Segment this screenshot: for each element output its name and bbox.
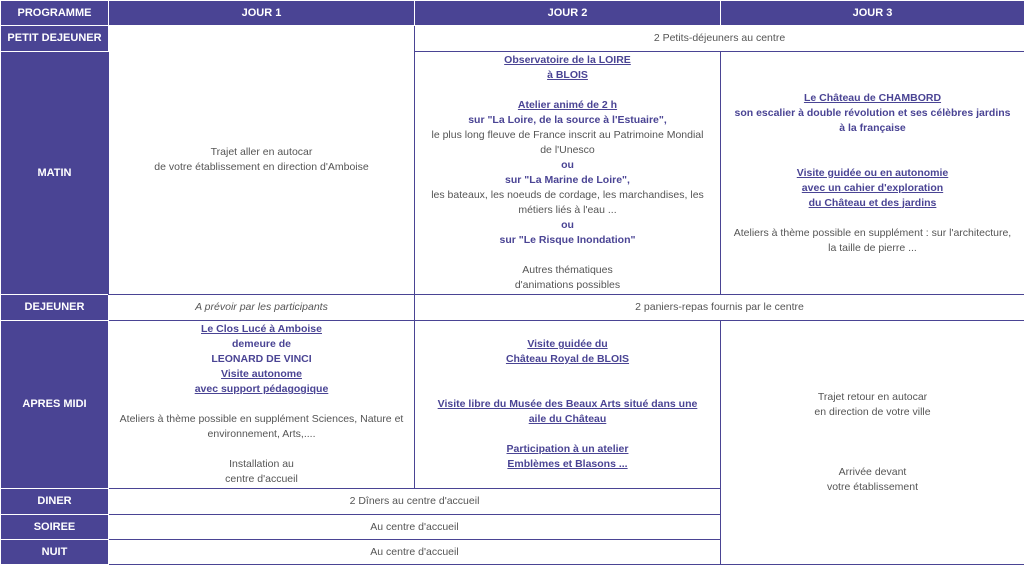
cell-apres-midi-day3	[721, 321, 1024, 565]
clos-luce-link[interactable]: Le Clos Lucé à Amboise	[113, 322, 410, 337]
cahier-link[interactable]: avec un cahier d'exploration	[725, 181, 1020, 196]
separator-ou: ou	[419, 218, 716, 233]
cell-dejeuner-days23: 2 paniers-repas fournis par le centre	[415, 295, 1024, 321]
aile-link[interactable]: aile du Château	[419, 412, 716, 427]
text-line: métiers liés à l'eau ...	[419, 203, 716, 218]
cell-matin-day2	[415, 52, 721, 295]
chateau-blois-link[interactable]: Château Royal de BLOIS	[419, 352, 716, 367]
observatoire-link[interactable]: Observatoire de la LOIRE	[419, 53, 716, 68]
label-dejeuner: DEJEUNER	[1, 295, 109, 321]
text-line: Trajet retour en autocar	[725, 390, 1020, 405]
label-soiree: SOIREE	[1, 515, 109, 540]
text-line: à la française	[725, 121, 1020, 136]
visite-autonome-link[interactable]: Visite autonome	[113, 367, 410, 382]
text-line: en direction de votre ville	[725, 405, 1020, 420]
label-matin: MATIN	[1, 52, 109, 295]
text-line: les bateaux, les noeuds de cordage, les marchandises, les	[419, 188, 716, 203]
text-line: Arrivée devant	[725, 465, 1020, 480]
atelier-link[interactable]: Atelier animé de 2 h	[419, 98, 716, 113]
text-line: Autres thématiques	[419, 263, 716, 278]
cell-nuit-days12: Au centre d'accueil	[109, 540, 721, 565]
row-dejeuner	[1, 295, 1024, 321]
text-line: d'animations possibles	[419, 278, 716, 293]
theme-marine: sur "La Marine de Loire",	[419, 173, 716, 188]
header-day2: JOUR 2	[415, 1, 721, 26]
row-petit-dejeuner	[1, 26, 1024, 52]
visite-chambord-link[interactable]: Visite guidée ou en autonomie	[725, 166, 1020, 181]
label-diner: DINER	[1, 489, 109, 515]
blasons-link[interactable]: Emblèmes et Blasons ...	[419, 457, 716, 472]
support-link[interactable]: avec support pédagogique	[113, 382, 410, 397]
theme-inondation: sur "Le Risque Inondation"	[419, 233, 716, 248]
text-line: Installation au	[113, 457, 410, 472]
text-line: LEONARD DE VINCI	[113, 352, 410, 367]
chambord-link[interactable]: Le Château de CHAMBORD	[725, 91, 1020, 106]
cell-matin-day3	[721, 52, 1024, 295]
header-row	[1, 1, 1024, 26]
text-line: Ateliers à thème possible en supplément : sur l'architecture,	[725, 226, 1020, 241]
row-apres-midi	[1, 321, 1024, 489]
text-line: centre d'accueil	[113, 472, 410, 487]
text-line: de l'Unesco	[419, 143, 716, 158]
header-programme: PROGRAMME	[1, 1, 109, 26]
theme-estuaire: sur "La Loire, de la source à l'Estuaire",	[419, 113, 716, 128]
header-day1: JOUR 1	[109, 1, 415, 26]
text-line: la taille de pierre ...	[725, 241, 1020, 256]
label-petit-dejeuner: PETIT DEJEUNER	[1, 26, 109, 52]
text-line: Trajet aller en autocar	[113, 145, 410, 160]
text-line: son escalier à double révolution et ses célèbres jardins	[725, 106, 1020, 121]
visite-blois-link[interactable]: Visite guidée du	[419, 337, 716, 352]
cell-petit-dejeuner-days23: 2 Petits-déjeuners au centre	[415, 26, 1024, 52]
blois-link[interactable]: à BLOIS	[419, 68, 716, 83]
text-line: Ateliers à thème possible en supplément Sciences, Nature et	[113, 412, 410, 427]
text-line: environnement, Arts,....	[113, 427, 410, 442]
cell-dejeuner-day1: A prévoir par les participants	[109, 295, 415, 321]
jardins-link[interactable]: du Château et des jardins	[725, 196, 1020, 211]
label-apres-midi: APRES MIDI	[1, 321, 109, 489]
text-line: demeure de	[113, 337, 410, 352]
text-line: votre établissement	[725, 480, 1020, 495]
label-nuit: NUIT	[1, 540, 109, 565]
cell-soiree-days12: Au centre d'accueil	[109, 515, 721, 540]
atelier-emblemes-link[interactable]: Participation à un atelier	[419, 442, 716, 457]
header-day3: JOUR 3	[721, 1, 1024, 26]
separator-ou: ou	[419, 158, 716, 173]
cell-diner-days12: 2 Dîners au centre d'accueil	[109, 489, 721, 515]
cell-matin-day1	[109, 26, 415, 295]
cell-apres-midi-day1	[109, 321, 415, 489]
cell-apres-midi-day2	[415, 321, 721, 489]
text-line: de votre établissement en direction d'Amboise	[113, 160, 410, 175]
musee-link[interactable]: Visite libre du Musée des Beaux Arts situé dans une	[419, 397, 716, 412]
text-line: le plus long fleuve de France inscrit au Patrimoine Mondial	[419, 128, 716, 143]
